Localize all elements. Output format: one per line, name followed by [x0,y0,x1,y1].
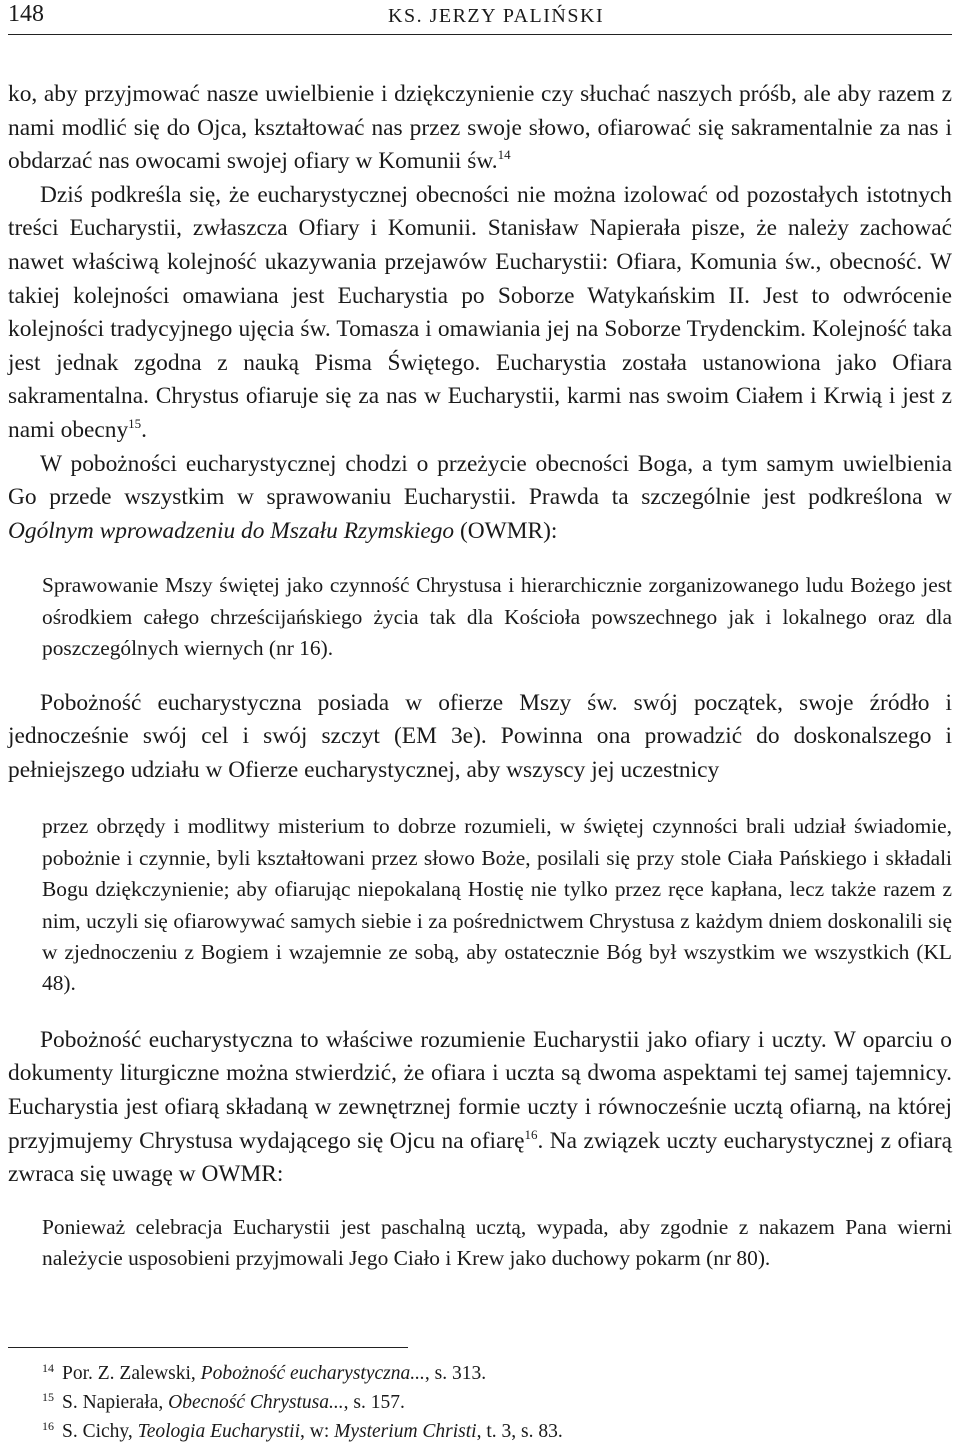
paragraph-2 [8,179,952,448]
footnote-title: Mysterium Christi [334,1421,477,1442]
footnote-title: Teologia Eucharystii [137,1421,300,1442]
block-quote-3: Ponieważ celebracja Eucharystii jest paschalną ucztą, wypada, aby zgodnie z nakazem Pana wierni należycie usposobieni przyjmowali Jego Ciało i Krew jako duchowy pokarm (nr 80). [42,1214,952,1271]
footnote-text: , t. 3, s. 83. [476,1421,563,1442]
body-text [8,78,952,1275]
footnote-text: , s. 313. [424,1363,487,1384]
footnote-text: , w: [300,1421,335,1442]
footnote-number: 15 [42,1389,54,1404]
paragraph-5-end: . Na związek uczty eucharystycznej z ofiarą zwraca się uwagę w OWMR: [8,1127,952,1188]
footnote-ref-16[interactable]: 16 [524,1126,538,1142]
running-head: KS. JERZY PALIŃSKI [388,5,605,27]
footnote-text: S. Cichy, [62,1421,138,1442]
footnote-number: 14 [42,1360,54,1375]
footnote-divider [8,1347,408,1348]
footnote-text: S. Napierała, [62,1392,169,1413]
paragraph-2-text: Dziś podkreśla się, że eucharystycznej obecności nie można izolować od pozostałych istotnych treści Eucharystii, zwłaszcza Ofiary i Komunii. Stanisław Napierała pisze, że należy zachować nawet właściwą kolejność ukazywania przejawów Eucharystii: Ofiara, Komunia św., obecność. W takiej kolejności omawiana jest Eucharystia po Soborze Watykańskim II. Jest to odwrócenie kolejności tradycyjnego ujęcia św. Tomasza i omawiania jej na Soborze Trydenckim. Kolejność taka jest jednak zgodna z nauką Pisma Świętego. Eucharystia została ustanowiona jako Ofiara sakramentalna. Chrystus ofiaruje się za nas w Eucharystii, karmi nas swoim Ciałem i Krwią i jest z nami obecny [8,181,952,443]
footnote-title: Obecność Chrystusa... [168,1392,344,1413]
paragraph-3-end: (OWMR): [454,517,558,544]
footnote-text: Por. Z. Zalewski, [62,1363,201,1384]
paragraph-1-text: ko, aby przyjmować nasze uwielbienie i dziękczynienie czy słuchać naszych próśb, ale aby razem z nami modlić się do Ojca, kształtować nas przez swoje słowo, ofiarować się sakramentalnie za nas i obdarzać nas owocami swojej ofiary w Komunii św. [8,81,952,175]
paragraph-3-title: Ogólnym wprowadzeniu do Mszału Rzymskiego [8,517,455,544]
paragraph-1 [8,78,952,179]
paragraph-4: Pobożność eucharystyczna posiada w ofierze Mszy św. swój początek, swoje źródło i jednocześnie swój cel i swój szczyt (EM 3e). Powinna ona prowadzić do doskonalszego i pełniejszego udziału w Ofierze eucharystycznej, aby wszyscy jej uczestnicy [8,689,952,783]
page-header [8,0,952,35]
block-quote-2: przez obrzędy i modlitwy misterium to dobrze rozumieli, w świętej czynności brali udział świadomie, pobożnie i czynnie, byli kształtowani przez słowo Boże, posilali się przy stole Ciała Pańskiego i składali Bogu dziękczynienie; aby ofiarując niepokalaną Hostię nie tylko przez ręce kapłana, lecz także razem z nim, uczyli się ofiarowywać samych siebie i za pośrednictwem Chrystusa z każdym dniem doskonalili się w zjednoczeniu z Bogiem i wzajemnie ze sobą, aby ostatecznie Bóg był wszystkim we wszystkich (KL 48). [42,814,952,996]
paragraph-5-text: Pobożność eucharystyczna to właściwe rozumienie Eucharystii jako ofiary i uczty. W oparciu o dokumenty liturgiczne można stwierdzić, że ofiara i uczta są dwoma aspektami tej samej tajemnicy. Eucharystia jest ofiarą składaną w zewnętrznej formie uczty i równocześnie ucztą ofiarną, na której przyjmujemy Chrystusa wydającego się Ojcu na ofiarę [8,1026,952,1154]
page-number: 148 [8,1,44,27]
paragraph-5 [8,1024,952,1192]
footnote-ref-15[interactable]: 15 [128,416,142,432]
paragraph-2-end: . [141,416,148,443]
footnotes [8,1359,952,1446]
footnote-14 [8,1359,952,1388]
footnote-ref-14[interactable]: 14 [497,147,511,163]
footnote-15 [8,1388,952,1417]
paragraph-3 [8,448,952,549]
footnote-text: , s. 157. [343,1392,405,1413]
paragraph-3-text: W pobożności eucharystycznej chodzi o przeżycie obecności Boga, a tym samym uwielbienia Go przede wszystkim w sprawowaniu Eucharystii. Prawda ta szczególnie jest podkreślona w [8,450,952,511]
block-quote-1: Sprawowanie Mszy świętej jako czynność Chrystusa i hierarchicznie zorganizowanego ludu Bożego jest ośrodkiem całego chrześcijańskiego życia tak dla Kościoła powszechnego jak i lokalnego oraz dla poszczególnych wiernych (nr 16). [42,573,952,661]
footnote-number: 16 [42,1418,54,1433]
footnote-title: Pobożność eucharystyczna... [200,1363,425,1384]
